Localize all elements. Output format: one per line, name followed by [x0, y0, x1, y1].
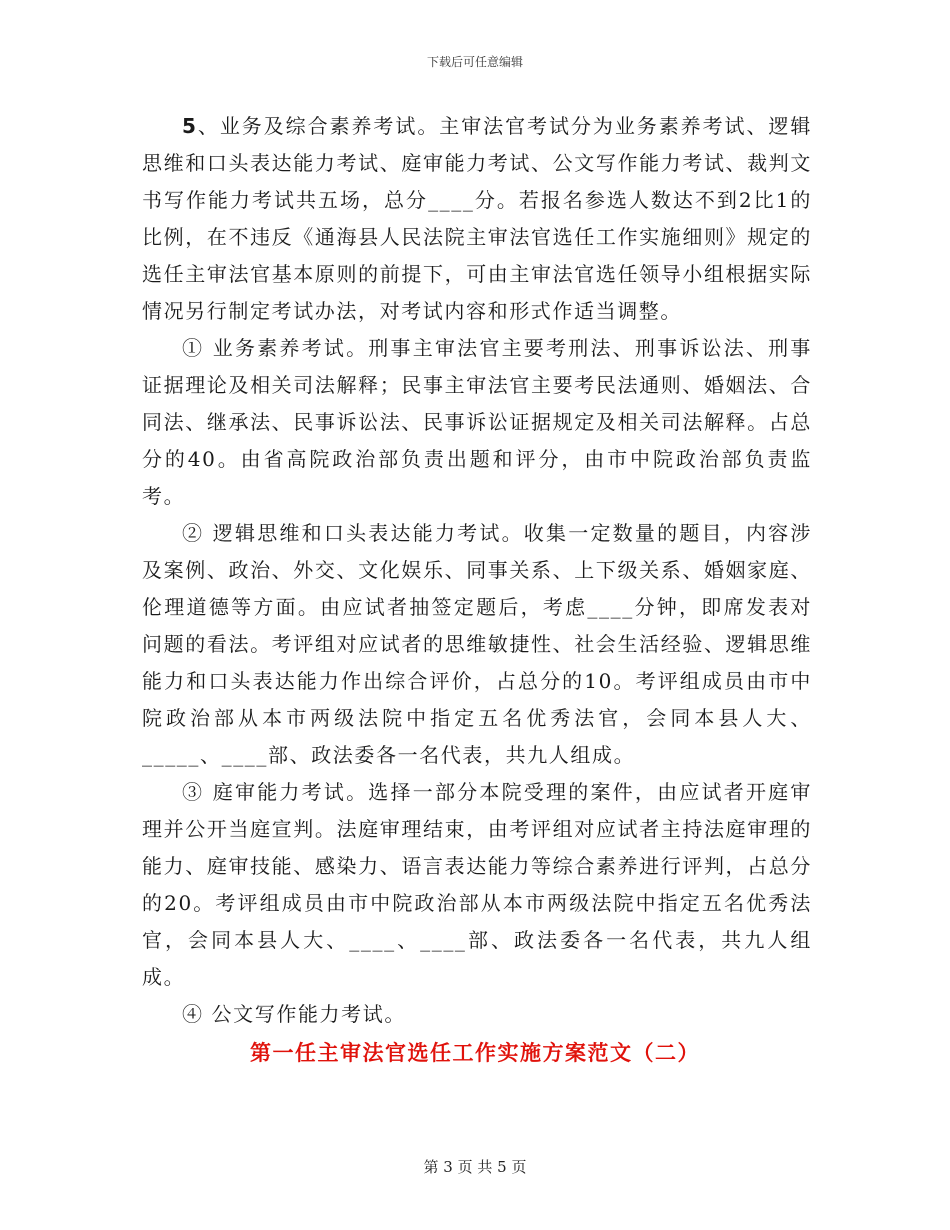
- paragraph-document-writing-exam: ④ 公文写作能力考试。: [182, 1002, 406, 1026]
- page-number-footer: 第 3 页 共 5 页: [423, 1158, 527, 1176]
- paragraph-trial-ability-exam: ③ 庭审能力考试。选择一部分本院受理的案件，由应试者开庭审理并公开当庭宣判。法庭审理结束，由考评组对应试者主持法庭审理的能力、庭审技能、感染力、语言表达能力等综合素养进行评判，占总分的20。考评组成员由市中院政治部从本市两级法院中指定五名优秀法官，会同本县人大、____、____部、政法委各一名代表，共九人组成。: [142, 780, 812, 989]
- document-body: [142, 108, 812, 1033]
- paragraph-business-literacy-exam: ① 业务素养考试。刑事主审法官主要考刑法、刑事诉讼法、刑事证据理论及相关司法解释；民事主审法官主要考民法通则、婚姻法、合同法、继承法、民事诉讼法、民事诉讼证据规定及相关司法解释。占总分的40。由省高院政治部负责出题和评分，由市中院政治部负责监考。: [142, 336, 812, 508]
- paragraph-business-comprehensive-exam: [142, 108, 812, 330]
- paragraph-text: 、业务及综合素养考试。主审法官考试分为业务素养考试、逻辑思维和口头表达能力考试、庭审能力考试、公文写作能力考试、裁判文书写作能力考试共五场，总分____分。若报名参选人数达不到2比1的比例，在不违反《通海县人民法院主审法官选任工作实施细则》规定的选任主审法官基本原则的前提下，可由主审法官选任领导小组根据实际情况另行制定考试办法，对考试内容和形式作适当调整。: [142, 114, 812, 323]
- section-title: 第一任主审法官选任工作实施方案范文（二）: [250, 1041, 700, 1065]
- page-header: 下载后可任意编辑: [426, 55, 523, 69]
- paragraph-number: 5: [182, 114, 198, 138]
- paragraph-logic-oral-exam: ② 逻辑思维和口头表达能力考试。收集一定数量的题目，内容涉及案例、政治、外交、文化娱乐、同事关系、上下级关系、婚姻家庭、伦理道德等方面。由应试者抽签定题后，考虑____分钟，即席发表对问题的看法。考评组对应试者的思维敏捷性、社会生活经验、逻辑思维能力和口头表达能力作出综合评价，占总分的10。考评组成员由市中院政治部从本市两级法院中指定五名优秀法官，会同本县人大、_____、____部、政法委各一名代表，共九人组成。: [142, 521, 812, 767]
